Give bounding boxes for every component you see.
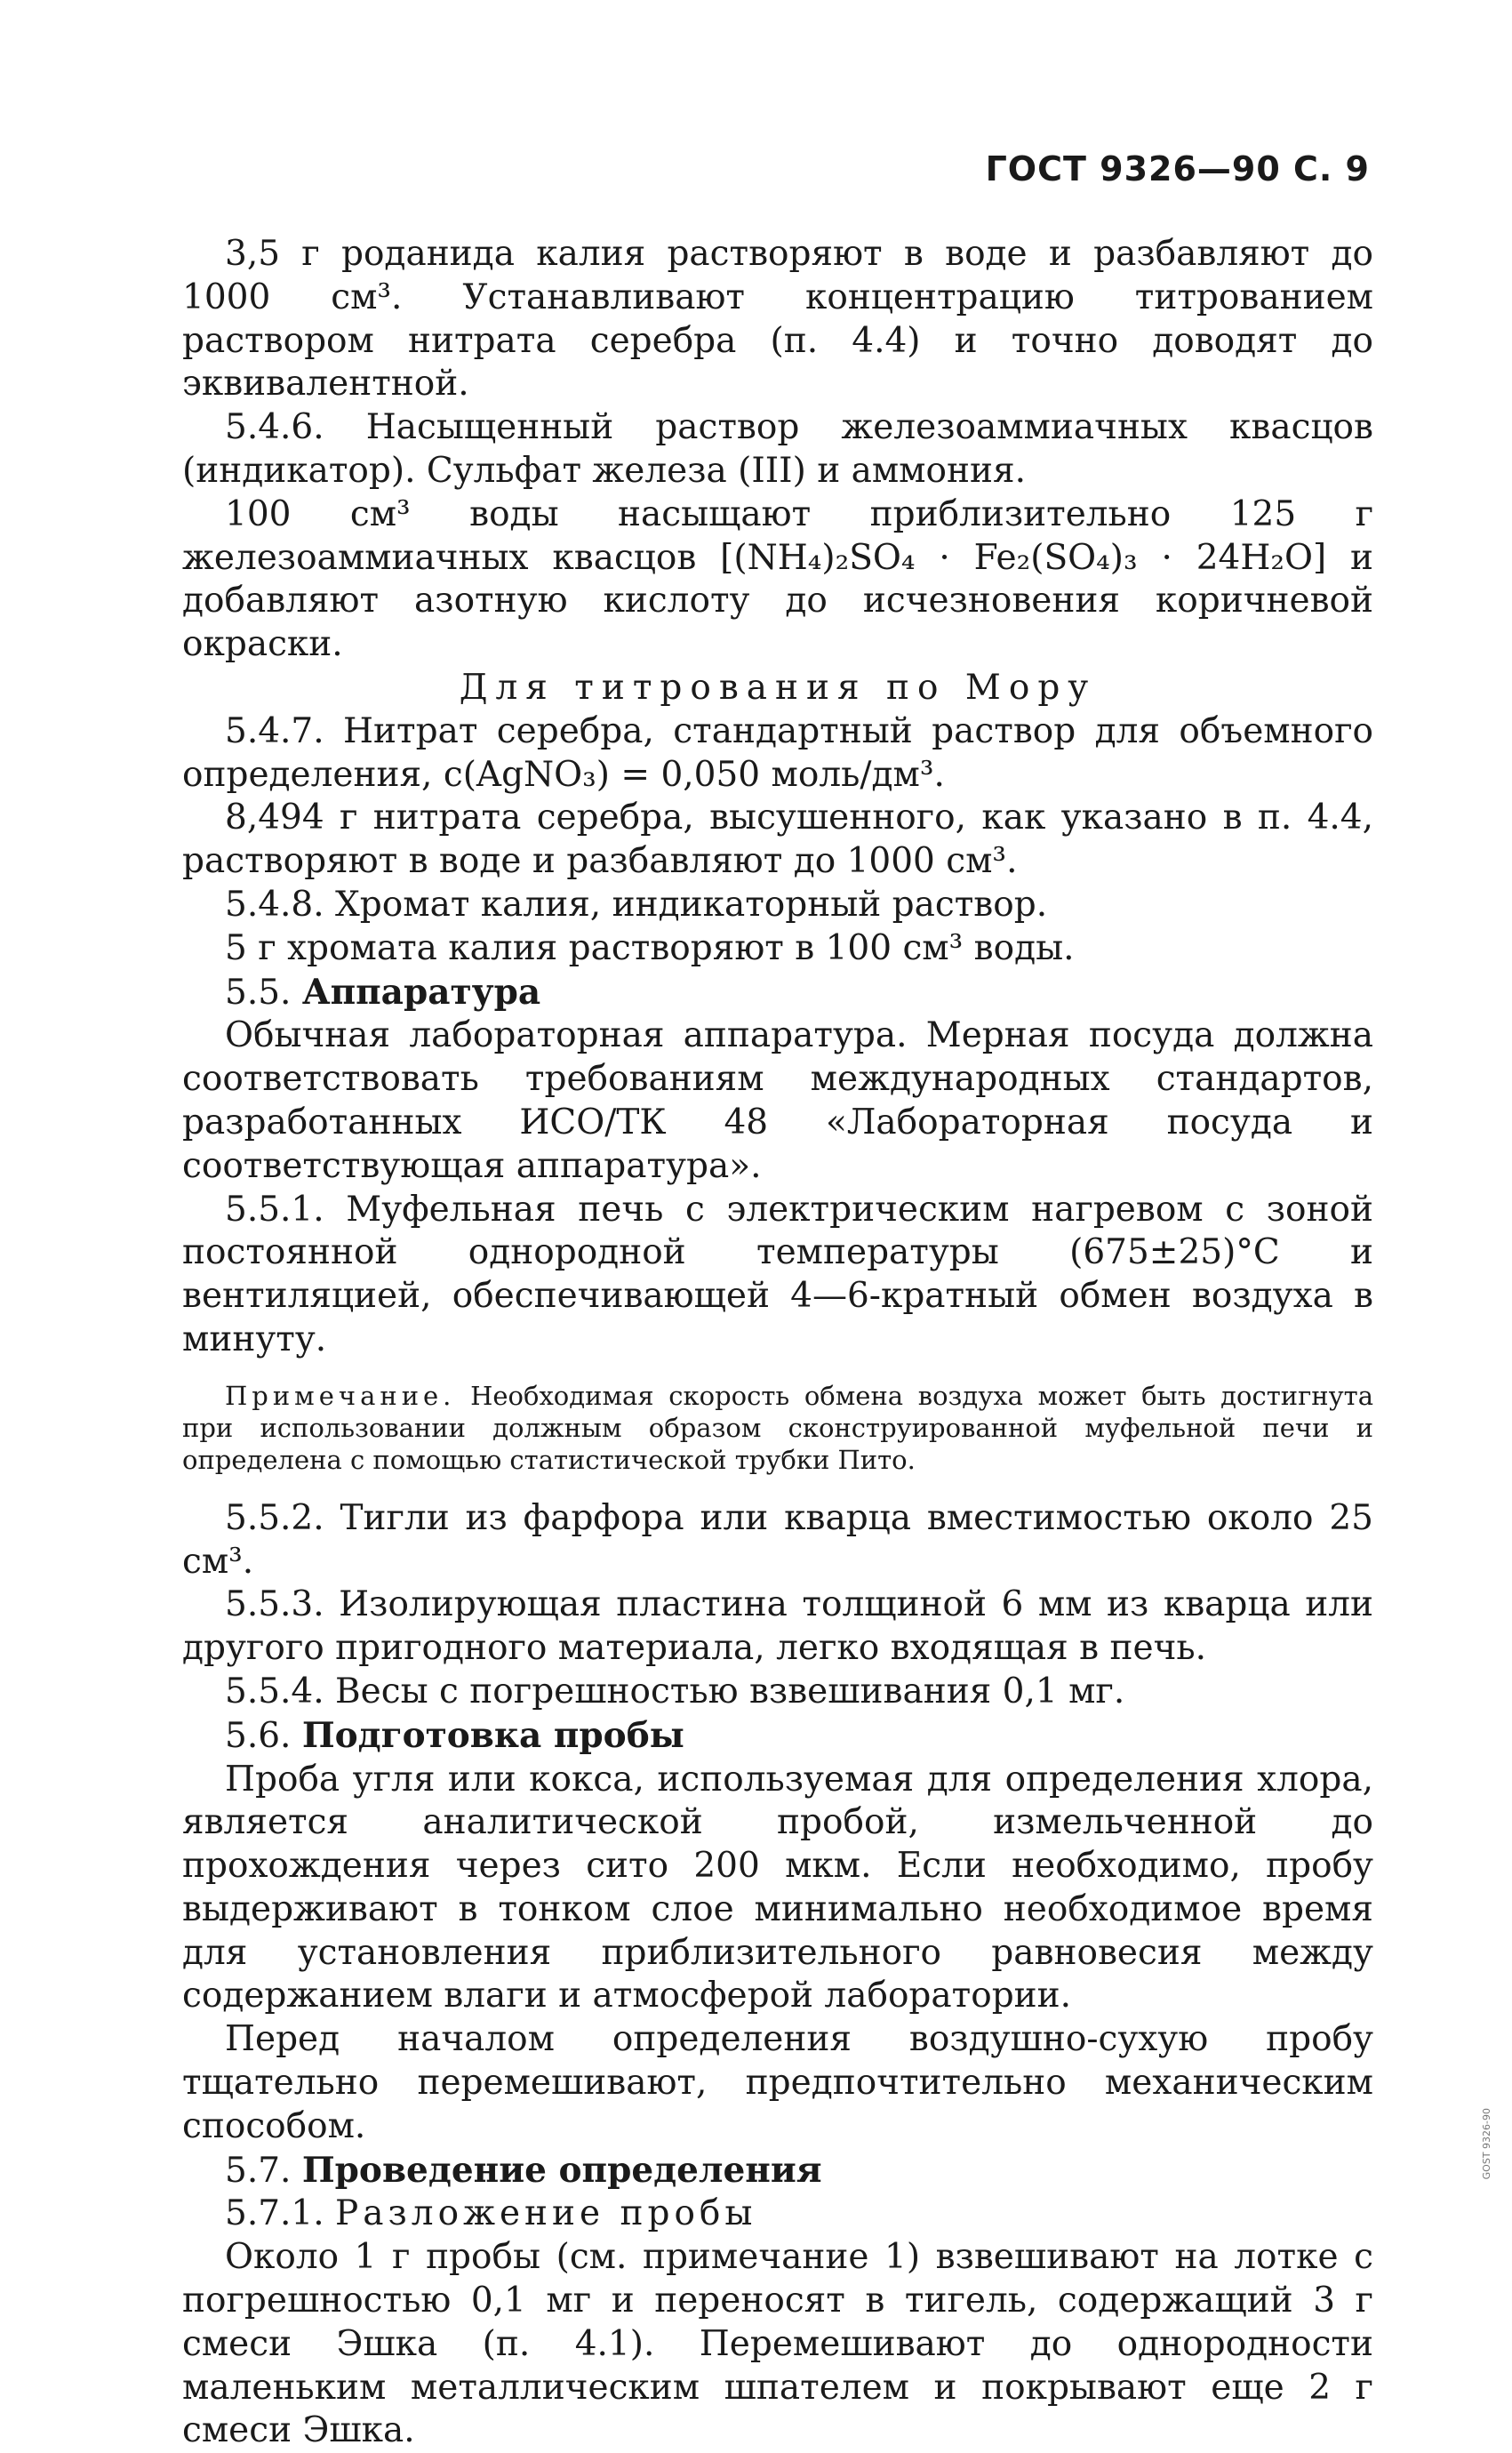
paragraph: 5.5.1. Муфельная печь с электрическим нагревом с зоной постоянной однородной температуры (675±25)°С и вентиляцией, обеспечивающей 4—6-кратный обмен воздуха в минуту. (182, 1189, 1373, 1359)
paragraph: 5 г хромата калия растворяют в 100 см³ воды. (225, 927, 1075, 968)
paragraph: 3,5 г роданида калия растворяют в воде и разбавляют до 1000 см³. Устанавливают концентрацию титрованием раствором нитрата серебра (п. 4.4) и точно доводят до эквивалентной. (182, 234, 1373, 405)
paragraph: Проба угля или кокса, используемая для определения хлора, является аналитической пробой, измельченной до прохождения через сито 200 мкм. Если необходимо, пробу выдерживают в тонком слое минимально необходимое время для установления приблизительного равновесия между содержанием влаги и атмосферой лаборатории. (182, 1759, 1373, 2016)
document-body (182, 233, 1373, 2453)
section-title: Проведение определения (301, 2149, 822, 2191)
paragraph: 5.5.2. Тигли из фарфора или кварца вместимостью около 25 см³. (182, 1497, 1373, 1582)
paragraph: Около 1 г пробы (см. примечание 1) взвешивают на лотке с погрешностью 0,1 мг и переносят в тигель, содержащий 3 г смеси Эшка (п. 4.1). Перемешивают до однородности маленьким металлическим шпателем и покрывают еще 2 г смеси Эшка. (182, 2237, 1373, 2451)
margin-stamp: GOST 9326-90 (1481, 2107, 1492, 2179)
note-label: Примечание. (225, 1380, 456, 1411)
paragraph: Обычная лабораторная аппаратура. Мерная посуда должна соответствовать требованиям международных стандартов, разработанных ИСО/ТК 48 «Лабораторная посуда и соответствующая аппаратура». (182, 1015, 1373, 1186)
paragraph: Перед началом определения воздушно-сухую пробу тщательно перемешивают, предпочтительно механическим способом. (182, 2019, 1373, 2146)
paragraph: 5.4.6. Насыщенный раствор железоаммиачных квасцов (индикатор). Сульфат железа (III) и аммония. (182, 407, 1373, 491)
section-heading (182, 1714, 1373, 1759)
section-title: Подготовка пробы (301, 1714, 684, 1756)
section-number: 5.6. (225, 1715, 292, 1756)
paragraph: 5.5.3. Изолирующая пластина толщиной 6 мм из кварца или другого пригодного материала, легко входящая в печь. (182, 1584, 1373, 1669)
paragraph: 100 см³ воды насыщают приблизительно 125 г железоаммиачных квасцов [(NH₄)₂SO₄ · Fe₂(SO₄)₃ · 24H₂O] и добавляют азотную кислоту до исчезновения коричневой окраски. (182, 493, 1373, 665)
page-header: ГОСТ 9326—90 С. 9 (985, 149, 1370, 188)
note-text: Необходимая скорость обмена воздуха может быть достигнута при использовании должным образом сконструированной муфельной печи и определена с помощью статистической трубки Пито. (182, 1380, 1374, 1475)
section-number: 5.7. (225, 2150, 292, 2191)
note (182, 1380, 1373, 1476)
section-heading (182, 2149, 1373, 2193)
subsection-heading (182, 2192, 1373, 2236)
subsection-title: Разложение пробы (335, 2193, 757, 2234)
subsection-number: 5.7.1. (225, 2193, 324, 2234)
paragraph: 5.4.8. Хромат калия, индикаторный раствор. (225, 884, 1048, 925)
paragraph: 8,494 г нитрата серебра, высушенного, как указано в п. 4.4, растворяют в воде и разбавляют до 1000 см³. (182, 798, 1373, 882)
section-subheading: Для титрования по Мору (459, 667, 1097, 708)
section-heading (182, 971, 1373, 1015)
paragraph: 5.5.4. Весы с погрешностью взвешивания 0,1 мг. (225, 1671, 1125, 1711)
paragraph: 5.4.7. Нитрат серебра, стандартный раствор для объемного определения, c(AgNO₃) = 0,050 моль/дм³. (182, 710, 1373, 795)
section-title: Аппаратура (301, 971, 541, 1013)
section-number: 5.5. (225, 972, 292, 1013)
